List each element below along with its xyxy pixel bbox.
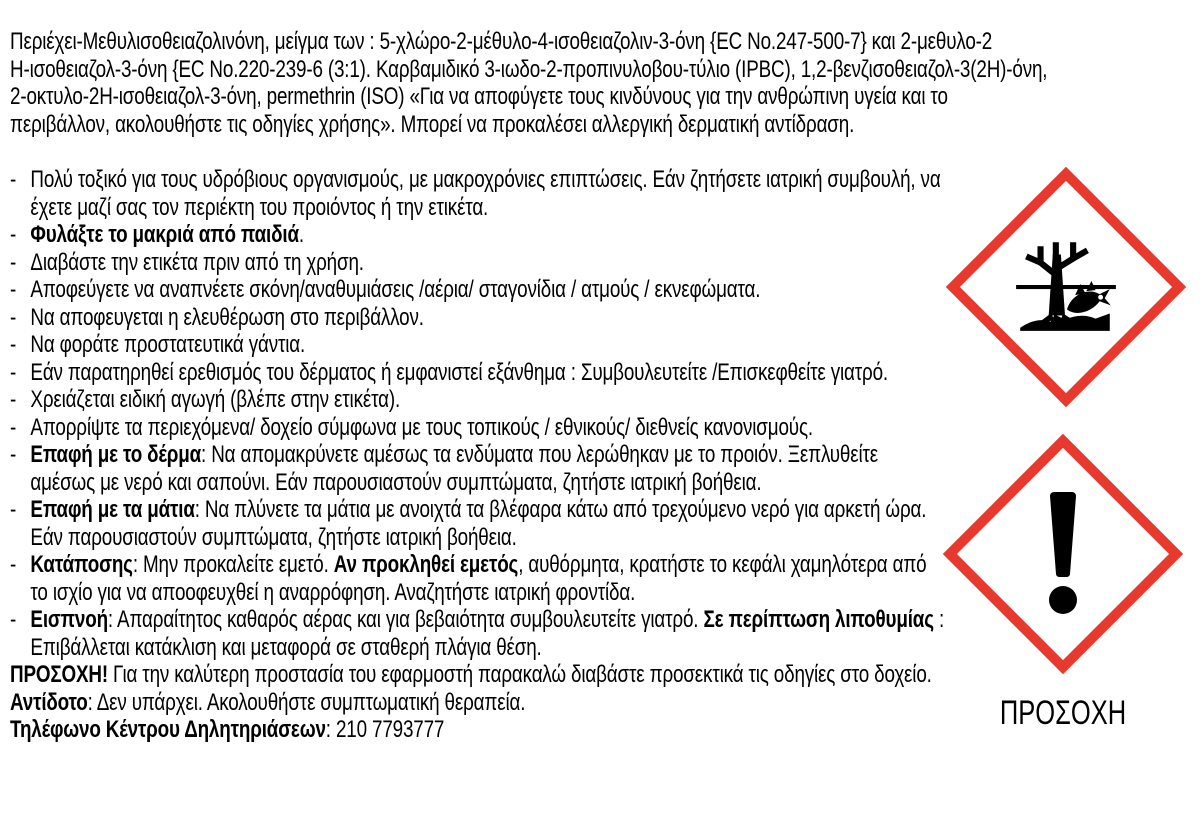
statement-text: Χρειάζεται ειδική αγωγή (βλέπε στην ετικέτα).	[30, 386, 401, 413]
statement-text: : Επιβάλλεται κατάκλιση και μεταφορά σε σταθερή πλάγια θέση.	[30, 606, 945, 661]
bullet-dash: -	[10, 551, 17, 578]
precaution-item	[10, 551, 944, 606]
precaution-item	[10, 414, 944, 442]
bullet-dash: -	[10, 386, 17, 413]
precaution-item	[10, 304, 944, 332]
statement-text: , αυθόρμητα, κρατήστε το κεφάλι χαμηλότερα από το ισχίο για να αποοφευχθεί η αναρρόφηση. Αναζητήστε ιατρική φροντίδα.	[30, 551, 927, 606]
bullet-dash: -	[10, 441, 17, 468]
statement-text: : Να πλύνετε τα μάτια με ανοιχτά τα βλέφαρα κάτω από τρεχούμενο νερό για αρκετή ώρα. Εάν παρουσιαστούν συμπτώματα, ζητήστε ιατρική βοήθεια.	[30, 496, 927, 551]
statement-text-bold: ΠΡΟΣΟΧΗ!	[10, 661, 108, 688]
statement-text: Διαβάστε την ετικέτα πριν από τη χρήση.	[30, 248, 364, 276]
precaution-item	[10, 331, 944, 359]
intro-line: Η-ισοθειαζολ-3-όνη {EC No.220-239-6 (3:1). Καρβαμιδικό 3-ιωδο-2-προπινυλοβου-τύλιο (IPBC), 1,2-βενζισοθειαζολ-3(2Η)-όνη,	[10, 55, 1048, 83]
bullet-dash: -	[10, 276, 17, 303]
intro-line: 2-οκτυλο-2Η-ισοθειαζολ-3-όνη, permethrin (ISO) «Για να αποφύγετε τους κινδύνους για την ανθρώπινη υγεία και το	[10, 83, 948, 110]
bullet-dash: -	[10, 606, 17, 633]
precaution-item	[10, 606, 944, 661]
statement-text-bold: Εισπνοή	[30, 606, 108, 633]
precaution-item	[10, 496, 944, 551]
statement-text: Πολύ τοξικό για τους υδρόβιους οργανισμούς, με μακροχρόνιες επιπτώσεις. Εάν ζητήσετε ιατρική συμβουλή, να έχετε μαζί σας τον περιέκτη του προιόντος ή την ετικέτα.	[30, 166, 941, 221]
footer-paragraph	[10, 661, 979, 716]
statement-text: : Να απομακρύνετε αμέσως τα ενδύματα που λερώθηκαν με το προιόν. Ξεπλυθείτε αμέσως με νερό και σαπούνι. Εάν παρουσιαστούν συμπτώματα, ζητήστε ιατρική βοήθεια.	[30, 441, 879, 496]
statement-text: Αποφεύγετε να αναπνέετε σκόνη/αναθυμιάσεις /αέρια/ σταγονίδια / ατμούς / εκνεφώματα.	[30, 276, 761, 303]
statement-text-bold: Επαφή με τα μάτια	[30, 496, 195, 523]
precaution-statements-list	[10, 166, 944, 661]
precaution-item	[10, 166, 944, 221]
bullet-dash: -	[10, 331, 17, 358]
statement-text-bold: Αντίδοτο	[10, 688, 88, 716]
statement-text: Απορρίψτε τα περιεχόμενα/ δοχείο σύμφωνα με τους τοπικούς / εθνικούς/ διεθνείς κανονισμούς.	[30, 413, 813, 441]
statement-text-bold: Σε περίπτωση λιποθυμίας	[703, 606, 934, 633]
signal-word: ΠΡΟΣΟΧΗ	[999, 694, 1127, 732]
statement-text-bold: Αν προκληθεί εμετός	[333, 551, 519, 578]
precaution-item	[10, 221, 944, 249]
dead-tree-and-fish-icon	[1010, 233, 1122, 337]
intro-line: περιβάλλον, ακολουθήστε τις οδηγίες χρήσης». Μπορεί να προκαλέσει αλλεργική δερματική αντίδραση.	[10, 110, 855, 138]
statement-text: .	[298, 221, 304, 248]
bullet-dash: -	[10, 358, 17, 386]
bullet-dash: -	[10, 248, 17, 276]
bullet-dash: -	[10, 221, 17, 248]
statement-text: : Απαραίτητος καθαρός αέρας και για βεβαιότητα συμβουλευτείτε γιατρό.	[107, 606, 704, 633]
statement-text: : Δεν υπάρχει. Ακολουθήστε συμπτωματική θεραπεία.	[87, 688, 526, 716]
statement-text: : 210 7793777	[325, 716, 445, 743]
statement-text-bold: Τηλέφωνο Κέντρου Δηλητηριάσεων	[10, 716, 326, 743]
ingredients-paragraph	[10, 28, 1200, 138]
statement-text: : Μην προκαλείτε εμετό.	[132, 551, 334, 578]
bullet-dash: -	[10, 166, 17, 193]
bullet-dash: -	[10, 413, 17, 441]
ghs-environment-pictogram	[946, 167, 1186, 407]
statement-text: Να φοράτε προστατευτικά γάντια.	[30, 331, 306, 358]
precaution-item	[10, 441, 944, 496]
statement-text-bold: Κατάποσης	[30, 551, 133, 578]
precaution-item	[10, 249, 944, 277]
bullet-dash: -	[10, 303, 17, 331]
precaution-item	[10, 276, 944, 304]
precaution-item	[10, 386, 944, 414]
statement-text-bold: Επαφή με το δέρμα	[30, 441, 202, 468]
statement-text: Να αποφευγεται η ελευθέρωση στο περιβάλλον.	[30, 303, 424, 331]
footer-paragraphs	[10, 661, 979, 744]
ghs-exclamation-pictogram	[943, 434, 1183, 674]
statement-text-bold: Φυλάξτε το μακριά από παιδιά	[30, 221, 299, 248]
footer-paragraph	[10, 716, 979, 744]
statement-text: Εάν παρατηρηθεί ερεθισμός του δέρματος ή εμφανιστεί εξάνθημα : Συμβουλευτείτε /Επισκεφθείτε γιατρό.	[30, 358, 889, 386]
precaution-item	[10, 359, 944, 387]
intro-line: Περιέχει-Μεθυλισοθειαζολινόνη, μείγμα των : 5-χλώρο-2-μέθυλο-4-ισοθειαζολιν-3-όνη {EC No.247-500-7} και 2-μεθυλο-2	[10, 28, 993, 55]
exclamation-mark-icon	[1041, 492, 1085, 616]
bullet-dash: -	[10, 496, 17, 523]
statement-text: Για την καλύτερη προστασία του εφαρμοστή παρακαλώ διαβάστε προσεκτικά τις οδηγίες στο δοχείο.	[107, 661, 932, 688]
